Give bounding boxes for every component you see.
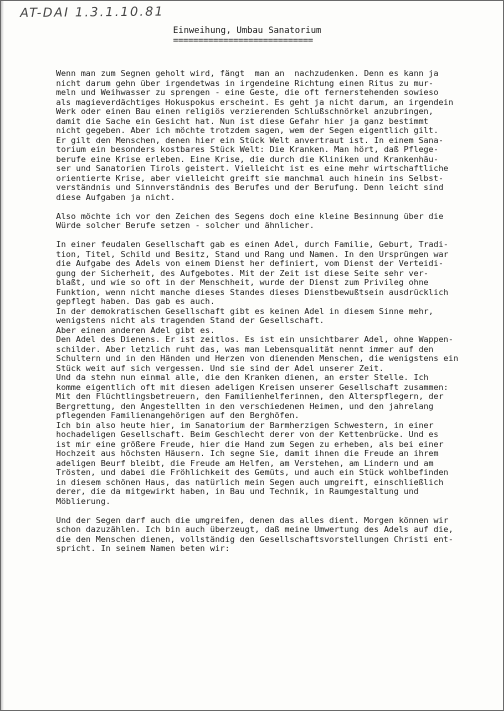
paragraph — [56, 516, 496, 554]
text-line: gung der Sicherheit, des Aufgebotes. Mit der Zeit ist diese Seite sehr ver- — [56, 267, 429, 278]
text-line: verständnis und Sinnverständnis des Berufes und der Berufung. Denn leicht sind — [56, 182, 444, 192]
document-body — [56, 69, 496, 563]
archive-stamp: AT-DAI 1.3.1.10.81 — [20, 3, 165, 20]
text-line: derer, die da mitgewirkt haben, in Bau und Technik, in Raumgestaltung und — [56, 486, 419, 496]
paragraph — [56, 212, 496, 231]
text-line: nicht darum gehn über irgendetwas in irgendeine Richtung einen Ritus zu mur- — [56, 77, 434, 88]
text-line: Und da stehn nun einmal alle, die den Kranken dienen, an erster Stelle. Ich — [56, 372, 429, 382]
text-line: in diesem schönen Haus, das natürlich mein Segen auch umgreift, einschließlich — [56, 476, 444, 487]
text-line: Möblierung. — [56, 495, 111, 506]
title-underline: ============================ — [173, 36, 313, 46]
text-line: Wenn man zum Segnen geholt wird, fängt man an nachzudenken. Denn es kann ja — [56, 68, 439, 78]
text-line: berufe eine Krise erleben. Eine Krise, die durch die Kliniken und Krankenhäu- — [56, 153, 439, 164]
text-line: schilder. Aber letzlich ruht das, was man Lebensqualität nennt immer auf den — [56, 343, 434, 354]
text-line: die Aufgabe des Adels von einem Dienst her definiert, vom Dienst der Verteidi- — [56, 258, 444, 268]
text-line: torium ein besonders kostbares Stück Welt: Die Kranken. Man hört, daß Pflege- — [56, 144, 439, 154]
document-title: Einweihung, Umbau Sanatorium — [173, 26, 322, 36]
text-line: nicht gegeben. Aber ich möchte trotzdem sagen, wem der Segen eigentlich gilt. — [56, 125, 439, 135]
text-line: Schultern und in den Händen und Herzen von dienenden Menschen, die wenigstens ein — [56, 353, 459, 363]
text-line: Bergrettung, den Angestellten in den verschiedenen Heimen, und den jahrelang — [56, 400, 434, 411]
text-line: Er gilt den Menschen, denen hier ein Stück Welt anvertraut ist. In einem Sana- — [56, 134, 444, 145]
text-line: pflegenden Familienangehörigen auf den Berghöfen. — [56, 410, 300, 420]
text-line: gepflegt haben. Das gab es auch. — [56, 296, 215, 306]
text-line: Stück weit auf sich vergessen. Und sie sind der Adel unserer Zeit. — [56, 362, 384, 373]
text-line: meln und Weihwasser zu sprengen - eine Geste, die oft fernerstehenden sowieso — [56, 87, 439, 97]
text-line: Mit den Flüchtlingsbetreuern, den Familienhelferinnen, den Alterspflegern, der — [56, 391, 444, 401]
text-line: komme eigentlich oft mit diesen adeligen Kreisen unserer Gesellschaft zusammen: — [56, 381, 449, 392]
text-line: Aber einen anderen Adel gibt es. — [56, 324, 215, 335]
text-line: tion, Titel, Schild und Besitz, Stand und Rang und Namen. In den Ursprüngen war — [56, 248, 449, 259]
text-line: Funktion, wenn nicht manche dieses Standes dieses Dienstbewußtsein ausdrücklich — [56, 286, 449, 297]
text-line: Den Adel des Dienens. Er ist zeitlos. Es ist ein unsichtbarer Adel, ohne Wappen- — [56, 334, 454, 344]
text-line: schon dazuzählen. Ich bin auch überzeugt, daß meine Umwertung des Adels auf die, — [56, 524, 454, 534]
paragraph — [56, 240, 496, 506]
text-line: adeligen Beurf bleibt, die Freude am Helfen, am Verstehen, am Lindern und am — [56, 457, 434, 468]
text-line: Werk oder einen Bau einen religiös verzierenden Schlußschnörkel anzubringen, — [56, 106, 434, 116]
text-line: als magieverdächtiges Hokuspokus erscheint. Es geht ja nicht darum, an irgendein — [56, 96, 454, 107]
text-line: Also möchte ich vor den Zeichen des Segens doch eine kleine Besinnung über die — [56, 210, 444, 221]
text-line: ser und Sanatorien Tirols geistert. Vielleicht ist es eine mehr wirtschaftliche — [56, 163, 449, 173]
text-line: die den Menschen dienen, vollständig den Gesellschaftsvorstellungen Christi ent- — [56, 533, 454, 544]
text-line: Ich bin also heute hier, im Sanatorium der Barmherzigen Schwestern, in einer — [56, 419, 434, 430]
text-line: ist mir eine größere Freude, hier die Hand zum Segen zu erheben, als bei einer — [56, 438, 444, 449]
text-line: wenigstens nicht als tragenden Stand der Gesellschaft. — [56, 315, 325, 325]
text-line: diese Aufgaben ja nicht. — [56, 191, 176, 202]
text-line: In einer feudalen Gesellschaft gab es einen Adel, durch Familie, Geburt, Tradi- — [56, 239, 449, 249]
text-line: Würde solcher Berufe setzen - solcher und ähnlicher. — [56, 220, 315, 230]
paragraph — [56, 69, 496, 202]
text-line: Trösten, und dabei die Fröhlichkeit des Gemüts, und auch ein Stück wohlbefinden — [56, 467, 449, 477]
text-line: In der demokratischen Gesellschaft gibt es keinen Adel in diesem Sinne mehr, — [56, 305, 434, 316]
text-line: hochadeligen Gesellschaft. Beim Geschlecht derer von der Kettenbrücke. Und es — [56, 429, 439, 439]
text-line: orientierte Krise, aber vielleicht greift sie manchmal auch hinein ins Selbst- — [56, 172, 444, 183]
text-line: Hochzeit aus höchsten Häusern. Ich segne Sie, damit ihnen die Freude an ihrem — [56, 448, 439, 458]
text-line: spricht. In seinem Namen beten wir: — [56, 543, 230, 553]
text-line: damit die Sache ein Gesicht hat. Nun ist diese Gefahr hier ja ganz bestimmt — [56, 115, 429, 126]
text-line: Und der Segen darf auch die umgreifen, denen das alles dient. Morgen können wir — [56, 514, 449, 525]
text-line: blaßt, und wie so oft in der Menschheit, wurde der Dienst zum Privileg ohne — [56, 277, 429, 287]
